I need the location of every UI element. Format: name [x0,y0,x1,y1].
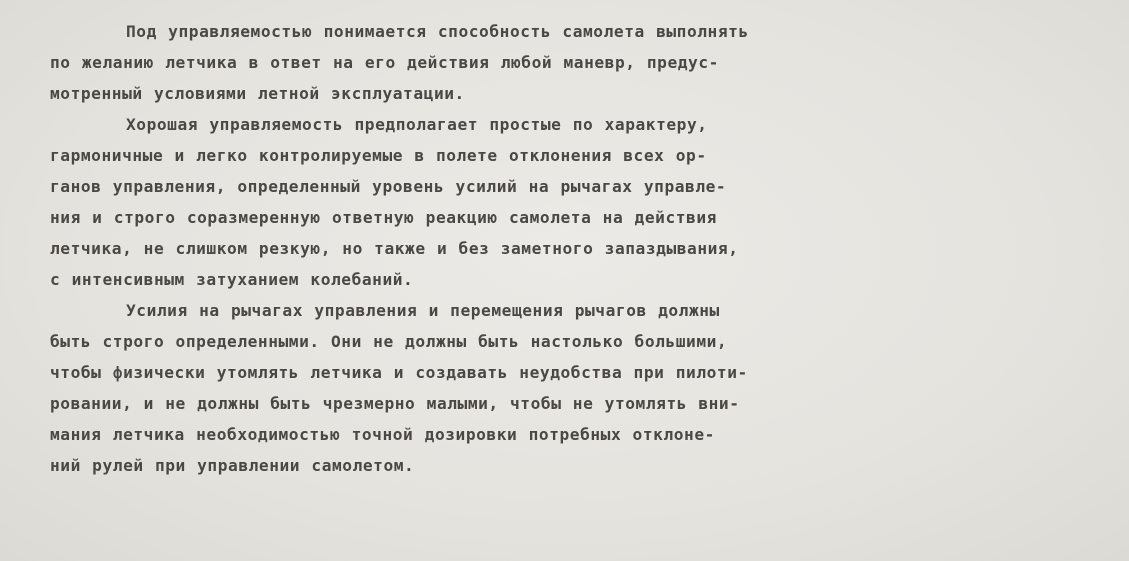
paragraph-2-line-6: с интенсивным затуханием колебаний. [50,270,414,289]
document-text [50,16,1110,481]
paragraph-3-line-5: мания летчика необходимостью точной дозировки потребных отклоне- [50,425,715,444]
paragraph-3-line-3: чтобы физически утомлять летчика и создавать неудобства при пилоти- [50,363,748,382]
paragraph-2-line-3: ганов управления, определенный уровень усилий на рычагах управле- [50,177,727,196]
paragraph-2-line-4: ния и строго соразмеренную ответную реакцию самолета на действия [50,208,717,227]
paragraph-2-line-5: летчика, не слишком резкую, но также и без заметного запаздывания, [50,239,739,258]
paragraph-1-line-3: мотренный условиями летной эксплуатации. [50,84,465,103]
paragraph-3-line-1: Усилия на рычагах управления и перемещения рычагов должны [126,301,720,320]
paragraph-3-line-4: ровании, и не должны быть чрезмерно малыми, чтобы не утомлять вни- [50,394,740,413]
paragraph-1-line-1: Под управляемостью понимается способность самолета выполнять [126,22,749,41]
paragraph-2-line-2: гармоничные и легко контролируемые в полете отклонения всех ор- [50,146,707,165]
paragraph-3-line-2: быть строго определенными. Они не должны быть настолько большими, [50,332,728,351]
paragraph-1-line-2: по желанию летчика в ответ на его действия любой маневр, предус- [50,53,719,72]
paragraph-2-line-1: Хорошая управляемость предполагает простые по характеру, [126,115,708,134]
paragraph-3-line-6: ний рулей при управлении самолетом. [50,456,415,475]
